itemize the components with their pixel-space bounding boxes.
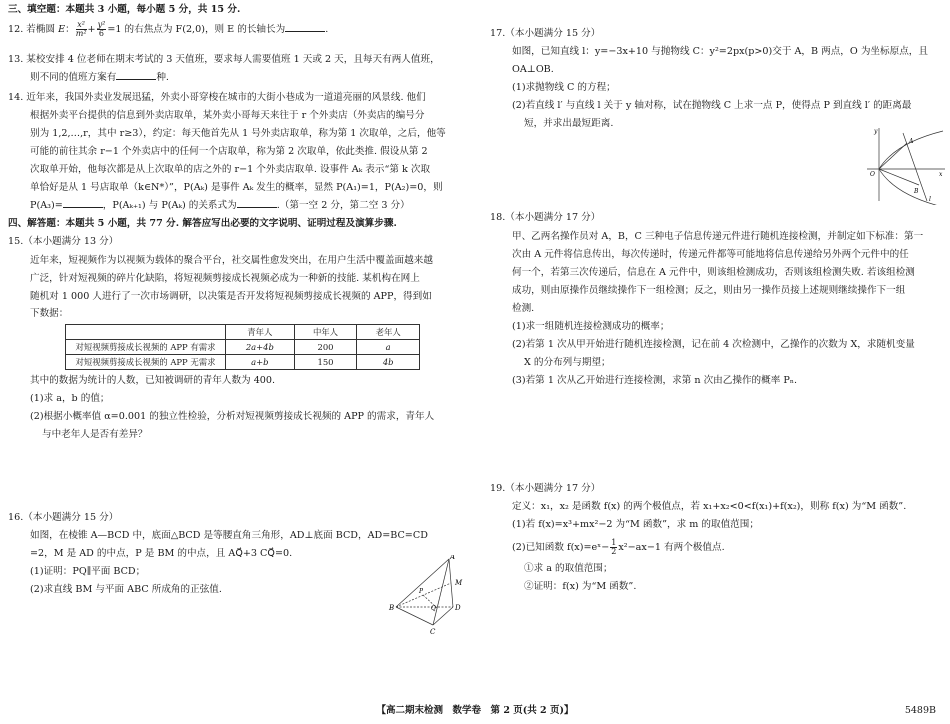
q19-sub2-text-b: x²−ax−1 有两个极值点. [618, 542, 725, 553]
q19-sub2-i: ①求 a 的取值范围； [524, 563, 613, 574]
q12-frac-y [97, 21, 107, 38]
q18-sub2a: (2)若第 1 次从甲开始进行随机连接检测，记在前 4 次检测中，乙操作的次数为 X，求随机变量 [512, 339, 915, 350]
q12-answer-blank [285, 22, 325, 32]
q14-answer-blank-1 [63, 198, 103, 208]
label-c: C [430, 628, 436, 636]
table-cell: 对短视频剪接成长视频的 APP 无需求 [66, 355, 226, 370]
label-a: A [450, 555, 456, 561]
q15-after: 其中的数据为统计的人数，已知被调研的青年人数为 400. [30, 375, 276, 386]
section3-title: 三、填空题：本题共 3 小题，每小题 5 分，共 15 分. [8, 4, 241, 15]
q17-sub2b: 短，并求出最短距离. [524, 118, 614, 129]
q15-sub2a: (2)根据小概率值 α=0.001 的独立性检验，分析对短视频剪接成长视频的 APP 的需求，青年人 [30, 411, 435, 422]
q17-sub2a: (2)若直线 l′ 与直线 l 关于 y 轴对称，试在抛物线 C 上求一点 P，使得点 P 到直线 l′ 的距离最 [512, 100, 912, 111]
edge-cd [433, 607, 453, 625]
q15-sub2b: 与中老年人是否有差异？ [42, 429, 148, 440]
q19-frac-num: 1 [611, 538, 617, 547]
q14-line2: 根据外卖平台提供的信息到外卖店取单，某外卖小哥每天来往于 r 个外卖店（外卖店的编号分 [30, 110, 425, 121]
q12-frac-x [76, 21, 87, 38]
q12-text-a: 12. 若椭圆 [8, 24, 59, 35]
q19-sub2-text-a: (2)已知函数 f(x)=eˣ− [512, 542, 610, 553]
label-d: D [455, 604, 461, 612]
table-cell: a [357, 340, 420, 355]
q13-end: 种. [156, 72, 169, 83]
q19-sub1: (1)若 f(x)=x³+mx²−2 为“M 函数”，求 m 的取值范围； [512, 519, 759, 530]
label-b: B [914, 188, 919, 195]
q15-line2: 广泛，针对短视频的碎片化缺陷，将短视频剪接成长视频必成为一种新的技能. 某机构在网上 [30, 273, 420, 284]
page-footer: 【高二期末检测 数学卷 第 2 页(共 2 页)】 [376, 705, 574, 716]
label-y: y [874, 128, 878, 135]
segment-oa [879, 143, 907, 169]
label-m: M [455, 579, 463, 587]
q19-head: 19.（本小题满分 17 分） [490, 483, 601, 494]
table-cell: 150 [294, 355, 357, 370]
q15-line3: 随机对 1 000 人进行了一次市场调研，以决策是否开发将短视频剪接成长视频的 APP，得到如 [30, 291, 432, 302]
q15-data-table [65, 324, 420, 370]
q18-sub3: (3)若第 1 次从乙开始进行连接检测，求第 n 次由乙操作的概率 Pₙ. [512, 375, 798, 386]
table-row [66, 340, 420, 355]
q16-line1: 如图，在棱锥 A—BCD 中，底面△BCD 是等腰直角三角形，AD⊥底面 BCD，AD=BC=CD [30, 530, 428, 541]
table-header-row [66, 325, 420, 340]
q18-line3: 何一个，若第三次传递后，信息在 A 元件中，则该组检测成功，否则该组检测失败. 若该组检测 [512, 267, 915, 278]
edge-ab [396, 559, 449, 607]
q16-head: 16.（本小题满分 15 分） [8, 512, 119, 523]
q18-line5: 检测. [512, 303, 535, 314]
q17-line1: 如图，已知直线 l：y=−3x+10 与抛物线 C：y²=2px(p>0)交于 A，B 两点，O 为坐标原点，且 [512, 46, 928, 57]
q12-plus: + [87, 24, 96, 35]
q17-line2: OA⊥OB. [512, 64, 554, 75]
q16-pyramid-figure [378, 555, 473, 640]
q16-line2: =2，M 是 AD 的中点，P 是 BM 的中点，且 AQ⃗+3 CQ⃗=0. [30, 548, 293, 559]
q18-line4: 成功，则由原操作员继续操作下一组检测；反之，则由另一操作员接上述规则继续操作下一组 [512, 285, 906, 296]
q18-line1: 甲、乙两名操作员对 A，B，C 三种电子信息传递元件进行随机连接检测，并制定如下标准：第一 [512, 231, 924, 242]
q13-text-b: 则不同的值班方案有 [30, 72, 117, 83]
table-header-cell: 老年人 [357, 325, 420, 340]
table-header-cell [66, 325, 226, 340]
q14-text-c: .（第一空 2 分，第二空 3 分） [276, 200, 410, 211]
q17-parabola-figure [865, 125, 947, 205]
label-x: x [939, 171, 943, 178]
q16-sub2: (2)求直线 BM 与平面 ABC 所成角的正弦值. [30, 584, 222, 595]
table-cell: a+b [226, 355, 295, 370]
q12-end: . [325, 24, 329, 35]
table-header-cell: 中年人 [294, 325, 357, 340]
q14-line5: 次取单开始，他每次都是从上次取单的店之外的 r−1 个外卖店取单. 设事件 Aₖ 表示“第 k 次取 [30, 164, 431, 175]
q14-line1: 14. 近年来，我国外卖业发展迅猛，外卖小哥穿梭在城市的大街小巷成为一道道亮丽的风景线. 他们 [8, 92, 426, 103]
label-q: Q [431, 605, 436, 612]
q18-sub2b: X 的分布列与期望； [524, 357, 611, 368]
q12-text-d: =1 的右焦点为 F(2,0)，则 E 的长轴长为 [107, 24, 286, 35]
q18-head: 18.（本小题满分 17 分） [490, 212, 601, 223]
table-cell: 200 [294, 340, 357, 355]
q18-sub1: (1)求一组随机连接检测成功的概率； [512, 321, 670, 332]
q19-frac-den: 2 [611, 547, 617, 556]
label-o: O [870, 171, 875, 178]
q15-head: 15.（本小题满分 13 分） [8, 236, 119, 247]
q12-x2: x² [77, 20, 85, 29]
table-row [66, 355, 420, 370]
q14-answer-blank-2 [237, 198, 277, 208]
table-header-cell: 青年人 [226, 325, 295, 340]
table-cell: 4b [357, 355, 420, 370]
label-l: l [929, 196, 931, 203]
q19-sub2-ii: ②证明：f(x) 为“M 函数”. [524, 581, 637, 592]
q19-sub2 [490, 539, 945, 556]
label-p: P [419, 588, 424, 595]
q14-line6: 单恰好是从 1 号店取单（k∈N*）”，P(Aₖ) 是事件 Aₖ 发生的概率，显然 P(A₁)=1，P(A₂)=0，则 [30, 182, 443, 193]
table-cell: 对短视频剪接成长视频的 APP 有需求 [66, 340, 226, 355]
q14-text-a: P(A₃)= [30, 200, 63, 211]
q17-head: 17.（本小题满分 15 分） [490, 28, 601, 39]
question-12 [8, 21, 470, 38]
q14-line3: 别为 1,2,…,r，其中 r≥3），约定：每天他首先从 1 号外卖店取单，称为第 1 次取单，之后，他等 [30, 128, 446, 139]
q15-sub1: (1)求 a，b 的值； [30, 393, 110, 404]
label-a: A [909, 138, 914, 145]
q13-answer-blank [116, 70, 156, 80]
q18-line2: 次由 A 元件将信息传出，每次传递时，传递元件都等可能地将信息传递给另外两个元件中的任 [512, 249, 909, 260]
q12-colon: ： [65, 24, 75, 35]
edge-bc [396, 607, 433, 625]
q13-line1: 13. 某校安排 4 位老师在期末考试的 3 天值班，要求每人需要值班 1 天或 2 天，且每天有两人值班， [8, 54, 440, 65]
q12-y2: y² [97, 20, 106, 29]
q13-line2 [8, 70, 470, 86]
q12-m2: m² [75, 29, 87, 38]
section4-title: 四、解答题：本题共 5 小题，共 77 分. 解答应写出必要的文字说明、证明过程及演算步骤. [8, 218, 397, 229]
edge-ac [433, 559, 449, 625]
q14-line7 [8, 198, 470, 214]
q15-line4: 下数据： [30, 308, 69, 319]
q19-line1: 定义：x₁，x₂ 是函数 f(x) 的两个极值点，若 x₁+x₂<0<f(x₁)+f(x₂)，则称 f(x) 为“M 函数”. [512, 501, 907, 512]
q14-line4: 可能的前往其余 r−1 个外卖店中的任何一个店取单，称为第 2 次取单，依此类推. 假设从第 2 [30, 146, 428, 157]
q14-text-b: ，P(Aₖ₊₁) 与 P(Aₖ) 的关系式为 [102, 200, 237, 211]
q12-var-e: E [58, 24, 66, 35]
q16-sub1: (1)证明：PQ∥平面 BCD； [30, 566, 146, 577]
table-cell: 2a+4b [226, 340, 295, 355]
q15-line1: 近年来，短视频作为以视频为载体的聚合平台，社交属性愈发突出，在用户生活中覆盖面越来越 [30, 255, 433, 266]
q17-sub1: (1)求抛物线 C 的方程； [512, 82, 616, 93]
label-b: B [389, 604, 395, 612]
q12-six: 6 [98, 29, 104, 38]
q19-half-frac [610, 539, 617, 556]
paper-code: 5489B [904, 705, 936, 716]
